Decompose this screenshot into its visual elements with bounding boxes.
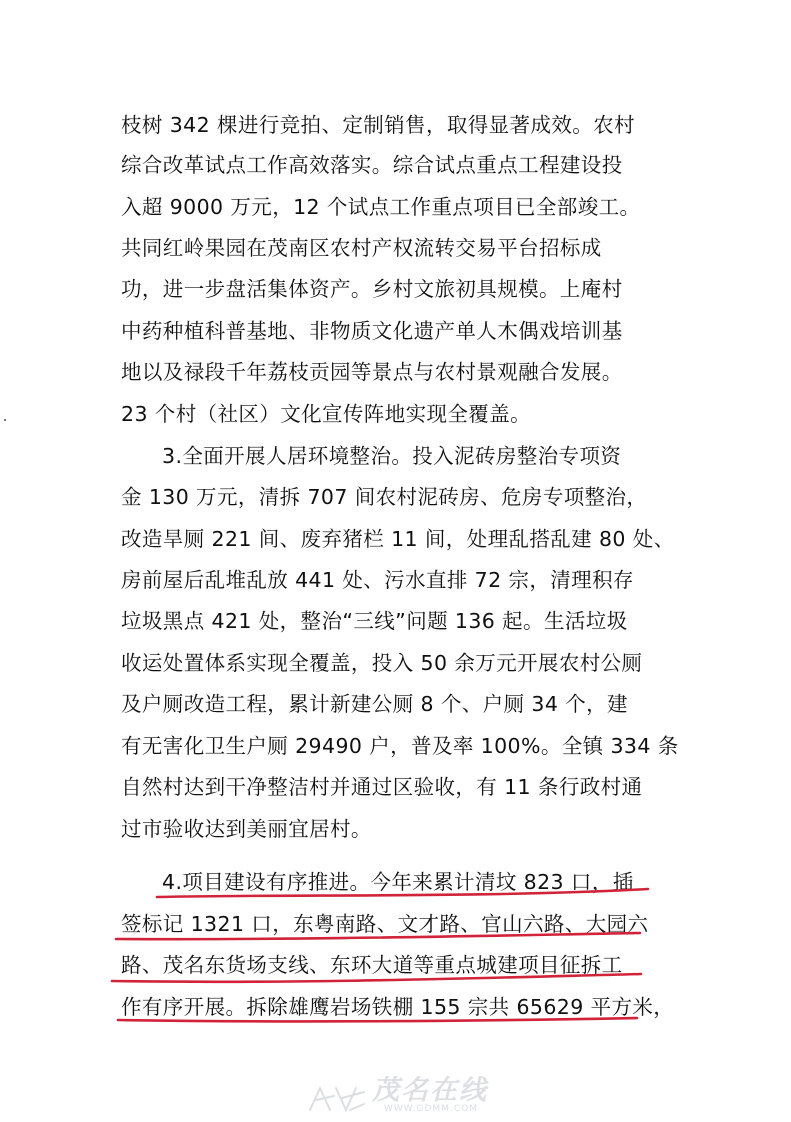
text-line (0, 645, 791, 681)
line-text: 23 个村（社区）文化宣传阵地实现全覆盖。 (121, 402, 532, 426)
line-text: 枝树 342 棵进行竞拍、定制销售，取得显著成效。农村 (121, 113, 635, 137)
text-line (0, 947, 791, 983)
line-text: 共同红岭果园在茂南区农村产权流转交易平台招标成 (121, 236, 602, 260)
watermark-url: WWW.GDMM.COM (384, 1104, 478, 1114)
text-line (0, 686, 791, 722)
text-line (0, 438, 791, 474)
line-text: 及户厕改造工程，累计新建公厕 8 个、户厕 34 个，建 (121, 692, 628, 716)
text-line (0, 271, 791, 307)
line-text: 金 130 万元，清拆 707 间农村泥砖房、危房专项整治， (121, 485, 648, 509)
text-line (0, 603, 791, 639)
site-watermark (306, 1076, 506, 1116)
text-line (0, 989, 791, 1025)
text-line (0, 864, 791, 900)
line-text: 4.项目建设有序推进。今年来累计清坟 823 口，插 (162, 870, 634, 894)
text-line (0, 906, 791, 942)
line-text: 地以及禄段千年荔枝贡园等景点与农村景观融合发展。 (121, 360, 623, 384)
text-line (0, 230, 791, 266)
text-line (0, 769, 791, 805)
text-line (0, 479, 791, 515)
line-text: 入超 9000 万元，12 个试点工作重点项目已全部竣工。 (121, 195, 641, 219)
line-text: 综合改革试点工作高效落实。综合试点重点工程建设投 (121, 153, 623, 177)
line-text: 自然村达到干净整洁村并通过区验收，有 11 条行政村通 (121, 775, 643, 799)
line-text: 有无害化卫生户厕 29490 户，普及率 100%。全镇 334 条 (121, 734, 679, 758)
text-line (0, 562, 791, 598)
line-text: 收运处置体系实现全覆盖，投入 50 余万元开展农村公厕 (121, 651, 643, 675)
line-text: 改造旱厕 221 间、废弃猪栏 11 间，处理乱搭乱建 80 处、 (121, 527, 675, 551)
line-text: 签标记 1321 口，东粤南路、文才路、官山六路、大园六 (121, 912, 649, 936)
line-text: 垃圾黑点 421 处，整治“三线”问题 136 起。生活垃圾 (121, 609, 628, 633)
line-text: 过市验收达到美丽宜居村。 (121, 817, 372, 841)
text-line (0, 728, 791, 764)
text-line (0, 147, 791, 183)
line-text: 中药种植科普基地、非物质文化遗产单人木偶戏培训基 (121, 319, 623, 343)
text-line (0, 811, 791, 847)
watermark-logo-icon (306, 1082, 368, 1114)
text-line (0, 107, 791, 143)
text-line (0, 521, 791, 557)
line-text: 作有序开展。拆除雄鹰岩场铁棚 155 宗共 65629 平方米， (121, 995, 675, 1019)
text-line (0, 313, 791, 349)
text-line (0, 354, 791, 390)
line-text: 路、茂名东货场支线、东环大道等重点城建项目征拆工 (121, 953, 623, 977)
line-text: 房前屋后乱堆乱放 441 处、污水直排 72 宗，清理积存 (121, 568, 634, 592)
text-line (0, 189, 791, 225)
line-text: 功，进一步盘活集体资产。乡村文旅初具规模。上庵村 (121, 277, 623, 301)
line-text: 3.全面开展人居环境整治。投入泥砖房整治专项资 (162, 444, 622, 468)
text-line (0, 396, 791, 432)
watermark-title: 茂名在线 (372, 1075, 488, 1106)
